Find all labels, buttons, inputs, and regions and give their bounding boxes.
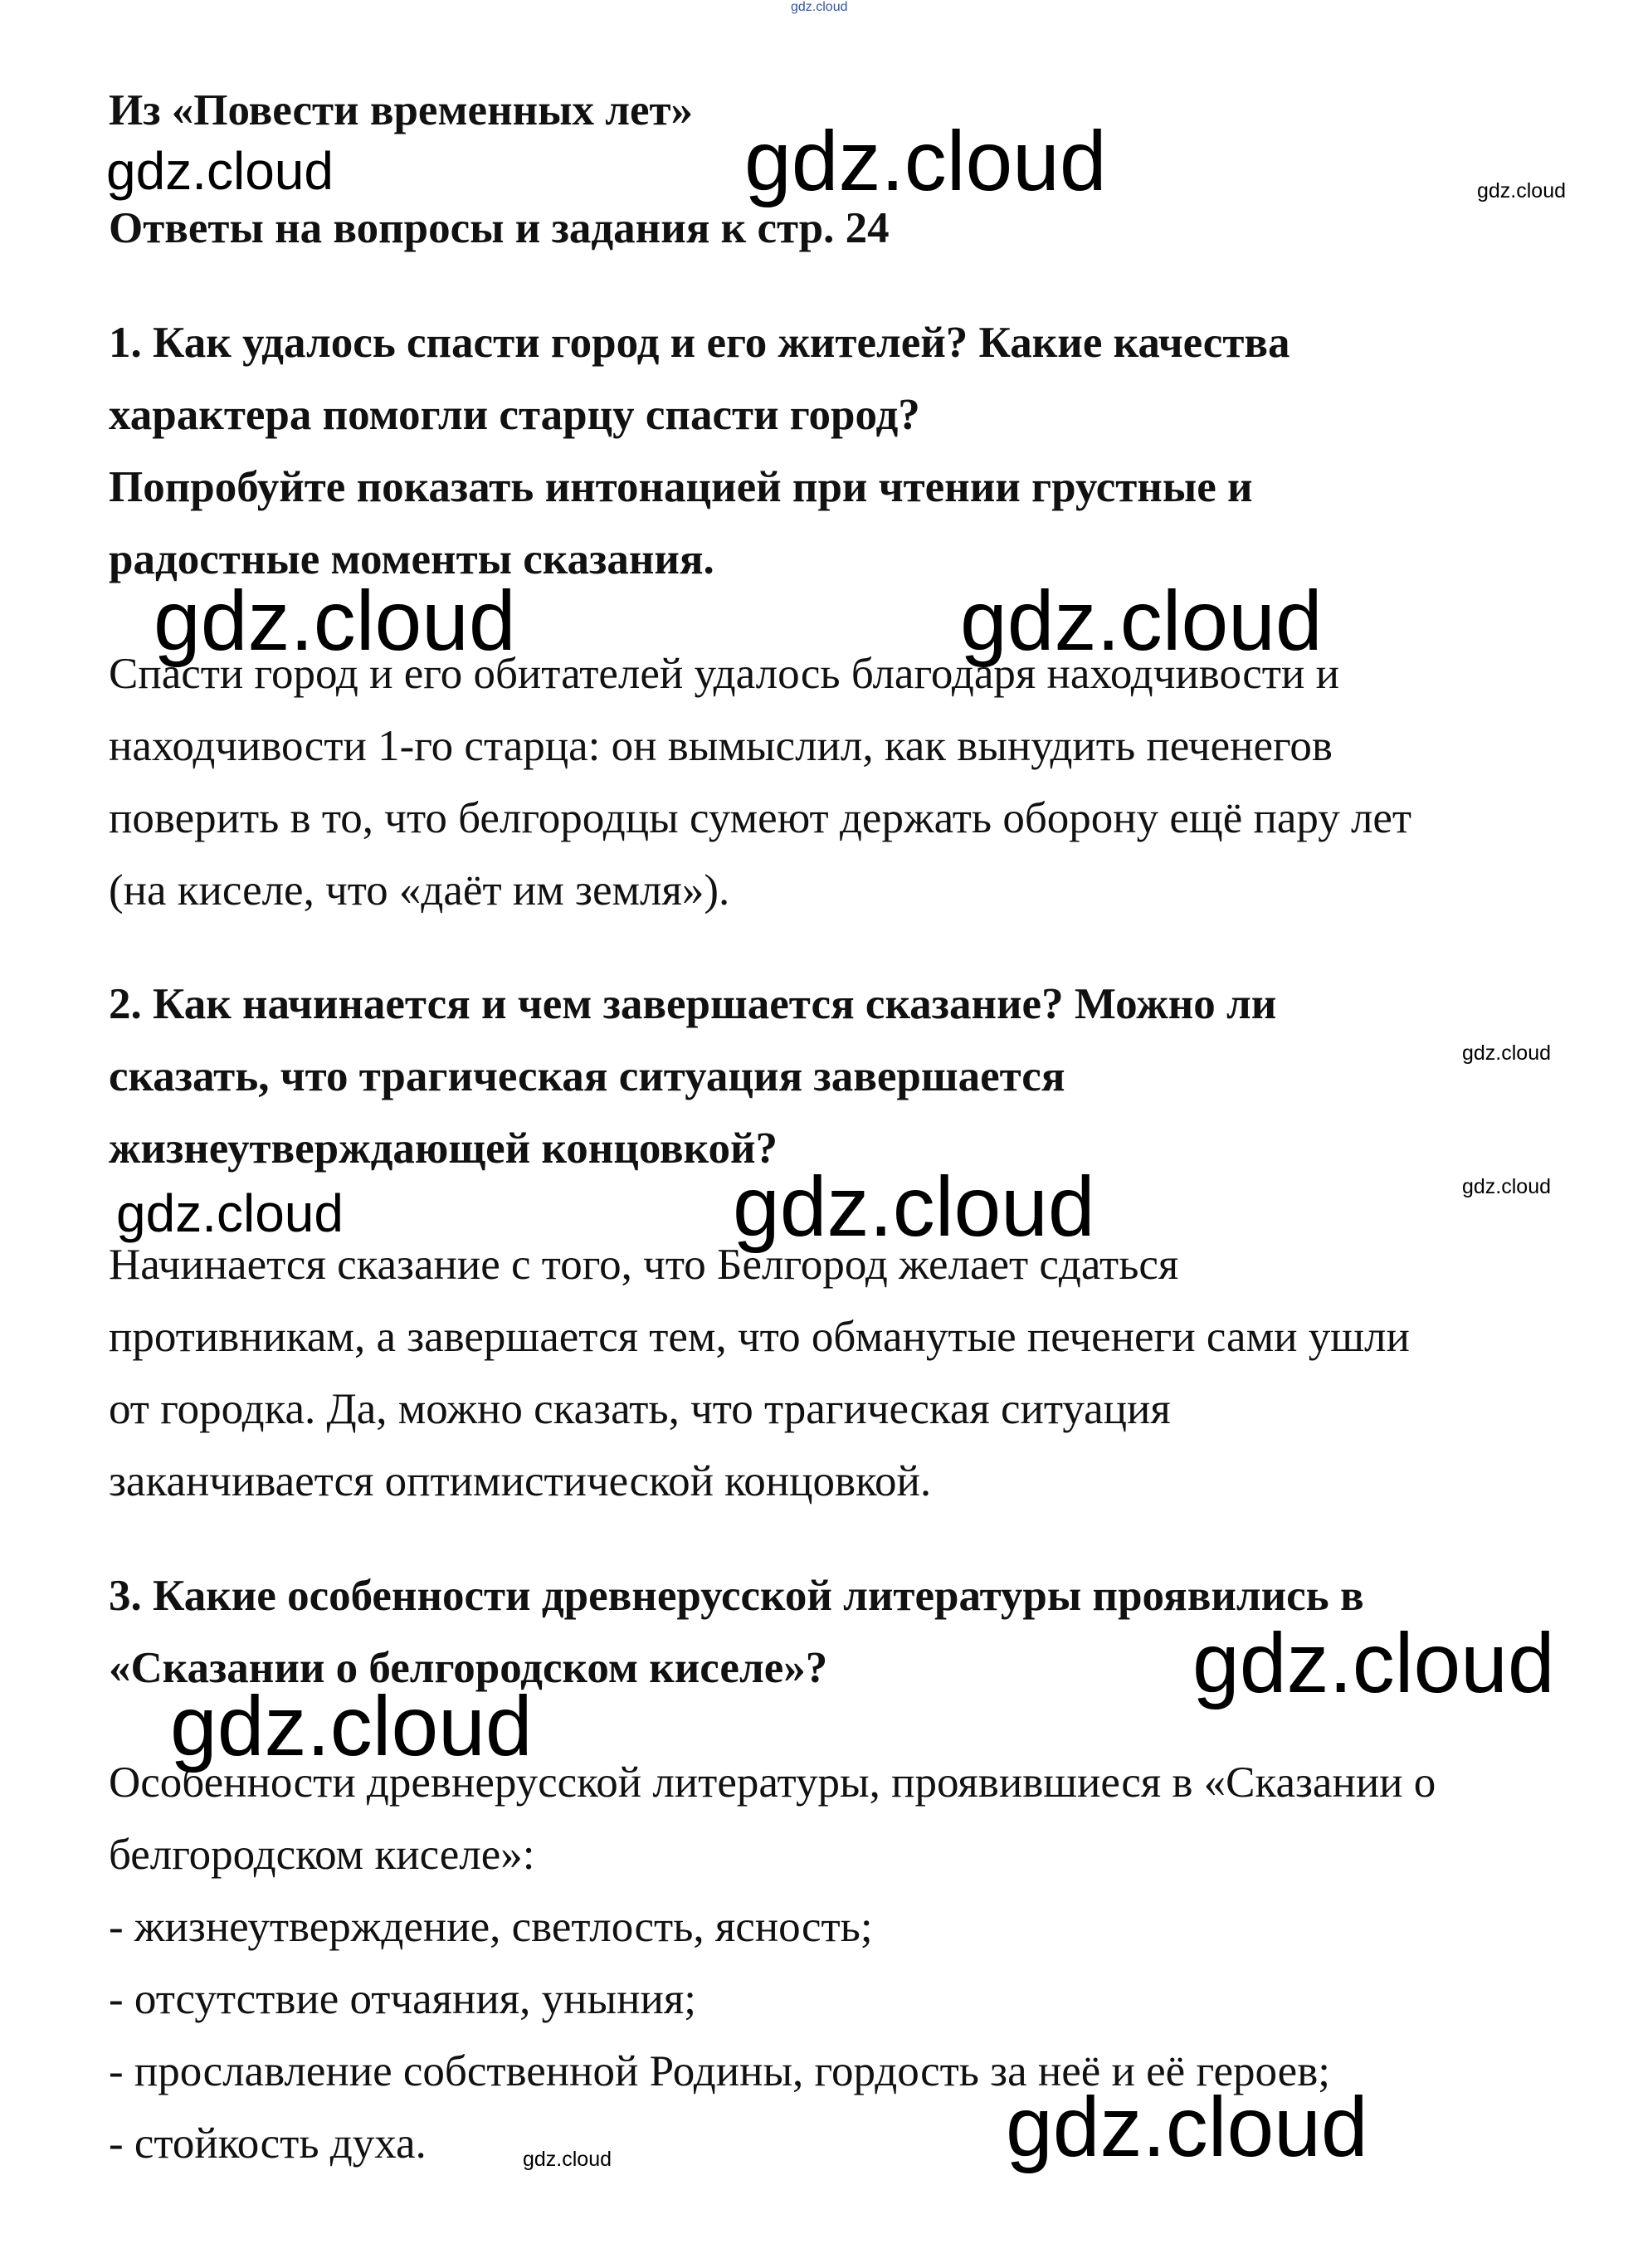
watermark: gdz.cloud — [1006, 2080, 1368, 2174]
question-1-line-4: радостные моменты сказания. — [109, 535, 714, 583]
watermark: gdz.cloud — [154, 573, 516, 668]
watermark: gdz.cloud — [1462, 1041, 1552, 1065]
watermark: gdz.cloud — [960, 573, 1323, 668]
answer-3-line-4: - отсутствие отчаяния, уныния; — [109, 1975, 696, 2023]
answer-1-line-4: (на киселе, что «даёт им земля»). — [109, 866, 730, 915]
watermark: gdz.cloud — [523, 2148, 612, 2171]
document-title: Из «Повести временных лет» — [109, 86, 694, 134]
document-subtitle: Ответы на вопросы и задания к стр. 24 — [109, 204, 890, 252]
answer-3-line-5: - прославление собственной Родины, гордость за неё и её героев; — [109, 2047, 1330, 2095]
question-1-line-3: Попробуйте показать интонацией при чтении грустные и — [109, 463, 1253, 511]
answer-2-line-4: заканчивается оптимистической концовкой. — [109, 1457, 932, 1505]
watermark: gdz.cloud — [1192, 1616, 1555, 1710]
answer-3-line-1: Особенности древнерусской литературы, проявившиеся в «Сказании о — [109, 1758, 1436, 1807]
answer-2-line-3: от городка. Да, можно сказать, что трагическая ситуация — [109, 1385, 1171, 1433]
watermark: gdz.cloud — [106, 141, 334, 201]
question-3-line-1: 3. Какие особенности древнерусской литературы проявились в — [109, 1572, 1364, 1620]
watermark: gdz.cloud — [1462, 1175, 1552, 1198]
watermark-top-tiny: gdz.cloud — [791, 0, 848, 14]
question-2-line-2: сказать, что трагическая ситуация завершается — [109, 1052, 1065, 1100]
watermark: gdz.cloud — [1477, 179, 1567, 202]
watermark: gdz.cloud — [116, 1183, 344, 1243]
answer-1-line-2: находчивости 1-го старца: он вымыслил, как вынудить печенегов — [109, 722, 1333, 770]
answer-1-line-3: поверить в то, что белгородцы сумеют держать оборону ещё пару лет — [109, 794, 1412, 842]
question-2-line-1: 2. Как начинается и чем завершается сказание? Можно ли — [109, 980, 1277, 1028]
watermark: gdz.cloud — [744, 114, 1107, 208]
question-3-line-2: «Сказании о белгородском киселе»? — [109, 1644, 828, 1692]
question-2-line-3: жизнеутверждающей концовкой? — [109, 1124, 778, 1173]
answer-3-line-3: - жизнеутверждение, светлость, ясность; — [109, 1903, 873, 1951]
answer-3-line-2: белгородском киселе»: — [109, 1831, 535, 1879]
watermark: gdz.cloud — [733, 1159, 1095, 1254]
answer-2-line-2: противникам, а завершается тем, что обманутые печенеги сами ушли — [109, 1313, 1410, 1361]
answer-2-line-1: Начинается сказание с того, что Белгород желает сдаться — [109, 1241, 1179, 1289]
watermark: gdz.cloud — [170, 1679, 533, 1773]
answer-3-line-6: - стойкость духа. — [109, 2119, 427, 2168]
question-1-line-2: характера помогли старцу спасти город? — [109, 391, 920, 439]
question-1-line-1: 1. Как удалось спасти город и его жителей? Какие качества — [109, 319, 1290, 367]
answer-1-line-1: Спасти город и его обитателей удалось благодаря находчивости и — [109, 650, 1339, 698]
